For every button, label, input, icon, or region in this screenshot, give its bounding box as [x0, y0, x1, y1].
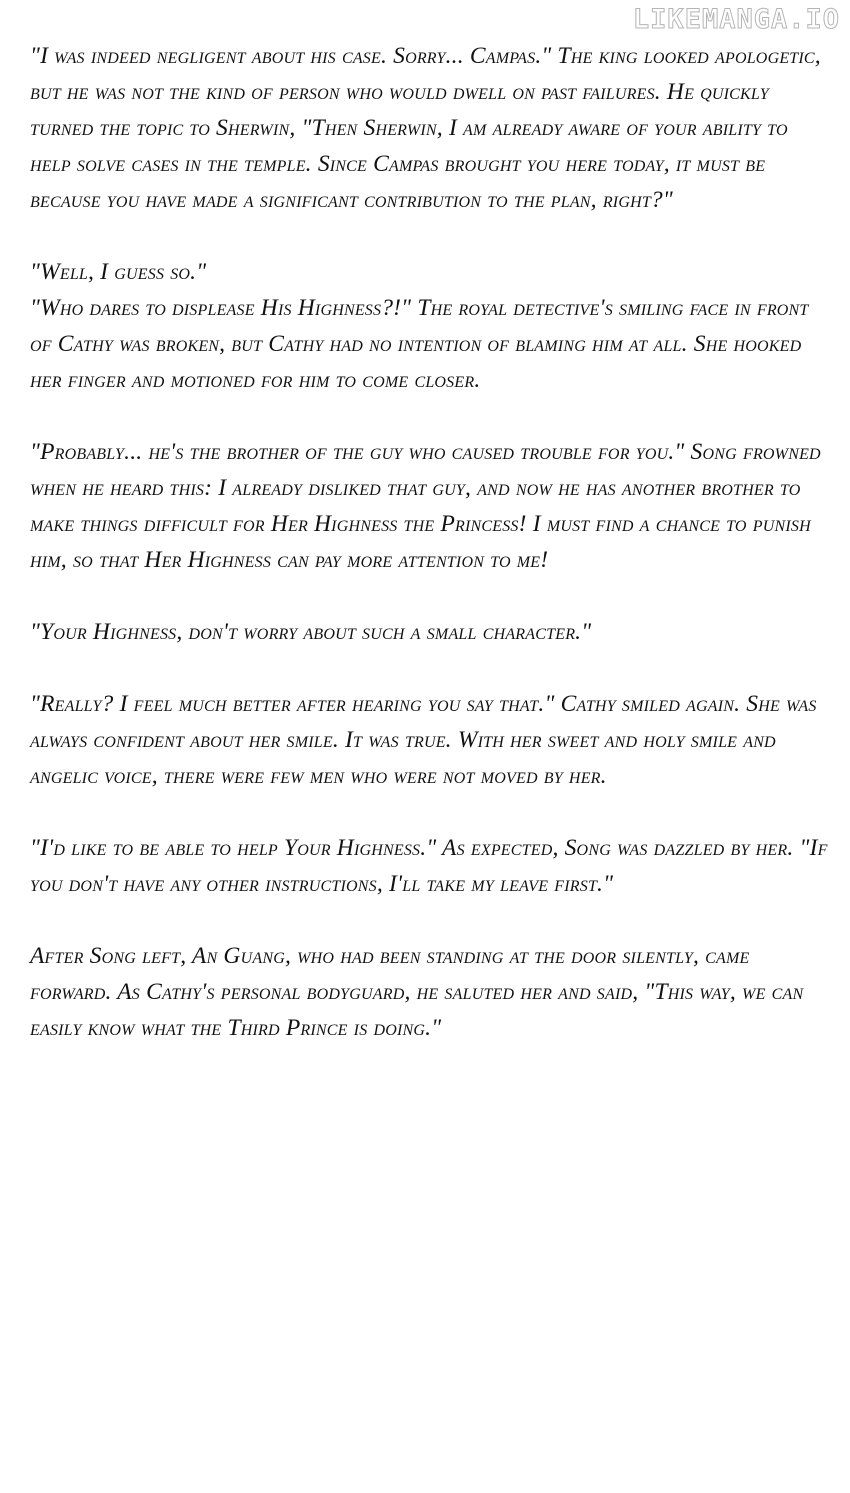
paragraph-song-frowned: "Probably... he's the brother of the guy who caused trouble for you." Song frowned when he heard this: I already disliked that guy, and now he has another brother to make things difficult for Her Highness the Princess! I must find a chance to punish him, so that Her Highness can pay more attention to me! [30, 439, 821, 573]
paragraph-royal-detective: "Who dares to displease His Highness?!" The royal detective's smiling face in front of Cathy was broken, but Cathy had no intention of blaming him at all. She hooked her finger and motioned for him to come closer. [30, 295, 809, 393]
paragraph-guess-so: "Well, I guess so." [30, 259, 207, 285]
paragraph-gap [30, 218, 830, 254]
paragraph-gap [30, 902, 830, 938]
paragraph-an-guang: After Song left, An Guang, who had been standing at the door silently, came forward. As Cathy's personal bodyguard, he saluted her and said, "This way, we can easily know what the Third Prince is doing." [30, 943, 804, 1041]
paragraph-gap [30, 398, 830, 434]
novel-text [30, 38, 830, 1046]
paragraph-cathy-smile: "Really? I feel much better after hearing you say that." Cathy smiled again. She was always confident about her smile. It was true. With her sweet and holy smile and angelic voice, there were few men who were not moved by her. [30, 691, 817, 789]
paragraph-gap [30, 794, 830, 830]
paragraph-gap [30, 578, 830, 614]
paragraph-gap [30, 650, 830, 686]
paragraph-king-apology: "I was indeed negligent about his case. Sorry... Campas." The king looked apologetic, but he was not the kind of person who would dwell on past failures. He quickly turned the topic to Sherwin, "Then Sherwin, I am already aware of your ability to help solve cases in the temple. Since Campas brought you here today, it must be because you have made a significant contribution to the plan, right?" [30, 43, 821, 213]
paragraph-song-dazzled: "I'd like to be able to help Your Highness." As expected, Song was dazzled by her. "If you don't have any other instructions, I'll take my leave first." [30, 835, 828, 897]
paragraph-small-character: "Your Highness, don't worry about such a small character." [30, 619, 592, 645]
site-watermark: LIKEMANGA.IO [632, 4, 840, 35]
